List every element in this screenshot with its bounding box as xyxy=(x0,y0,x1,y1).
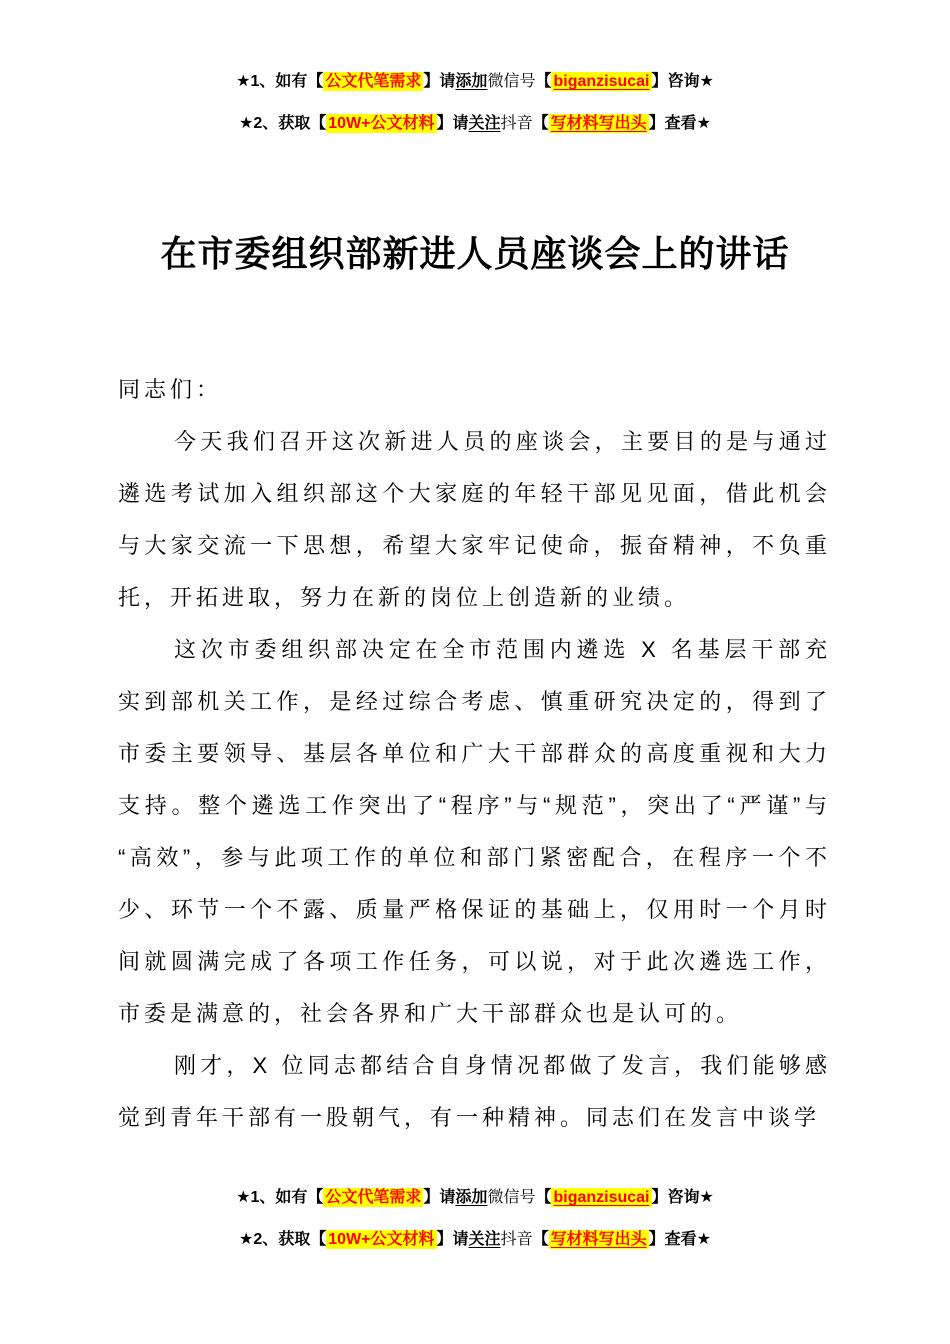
banner-action-text: 关注 xyxy=(468,115,501,132)
banner-bracket-text: 】请 xyxy=(436,1231,469,1248)
banner-bracket-text: 】请 xyxy=(423,73,456,90)
banner-bracket-text: 】请 xyxy=(423,1189,456,1206)
document-body xyxy=(118,364,831,1177)
banner-open-bracket: 【 xyxy=(535,73,552,90)
banner-suffix: 】查看★ xyxy=(648,115,711,132)
banner-suffix: 】查看★ xyxy=(648,1231,711,1248)
banner-suffix: 】咨询★ xyxy=(651,73,714,90)
page-title: 在市委组织部新进人员座谈会上的讲话 xyxy=(160,233,790,275)
banner-highlight-account: 写材料写出头 xyxy=(550,1231,647,1248)
banner-highlight-service: 10W+公文材料 xyxy=(328,1231,435,1248)
banner-open-bracket: 【 xyxy=(532,115,549,132)
promo-line-1 xyxy=(0,61,950,103)
banner-highlight-service: 公文代笔需求 xyxy=(325,73,422,90)
banner-prefix: ★2、获取【 xyxy=(239,115,327,132)
promo-banner-bottom xyxy=(0,1177,950,1261)
banner-highlight-account: biganzisucai xyxy=(553,73,650,90)
banner-highlight-service: 10W+公文材料 xyxy=(328,115,435,132)
body-paragraph: 刚才，X 位同志都结合自身情况都做了发言，我们能够感觉到青年干部有一股朝气，有一种精神。同志们在发言中谈学 xyxy=(118,1053,831,1130)
banner-action-text: 添加 xyxy=(455,73,488,90)
banner-highlight-account: 写材料写出头 xyxy=(550,115,647,132)
salutation: 同志们： xyxy=(118,377,223,402)
banner-bracket-text: 】请 xyxy=(436,115,469,132)
banner-open-bracket: 【 xyxy=(532,1231,549,1248)
banner-action-text: 添加 xyxy=(455,1189,488,1206)
banner-suffix: 】咨询★ xyxy=(651,1189,714,1206)
banner-prefix: ★1、如有【 xyxy=(236,73,324,90)
banner-action-text: 关注 xyxy=(468,1231,501,1248)
body-paragraph: 今天我们召开这次新进人员的座谈会，主要目的是与通过遴选考试加入组织部这个大家庭的年轻干部见见面，借此机会与大家交流一下思想，希望大家牢记使命，振奋精神，不负重托，开拓进取，努力在新的岗位上创造新的业绩。 xyxy=(118,429,831,610)
banner-prefix: ★2、获取【 xyxy=(239,1231,327,1248)
banner-channel-text: 微信号 xyxy=(487,1189,536,1206)
banner-highlight-service: 公文代笔需求 xyxy=(325,1189,422,1206)
banner-channel-text: 抖音 xyxy=(500,115,533,132)
promo-line-2 xyxy=(0,1219,950,1261)
promo-banner-top xyxy=(0,61,950,145)
banner-highlight-account: biganzisucai xyxy=(553,1189,650,1206)
promo-line-1 xyxy=(0,1177,950,1219)
banner-prefix: ★1、如有【 xyxy=(236,1189,324,1206)
banner-open-bracket: 【 xyxy=(535,1189,552,1206)
banner-channel-text: 抖音 xyxy=(500,1231,533,1248)
body-paragraph: 这次市委组织部决定在全市范围内遴选 X 名基层干部充实到部机关工作，是经过综合考虑、慎重研究决定的，得到了市委主要领导、基层各单位和广大干部群众的高度重视和大力支持。整个遴选工作突出了“程序”与“规范”，突出了“严谨”与“高效”，参与此项工作的单位和部门紧密配合，在程序一个不少、环节一个不露、质量严格保证的基础上，仅用时一个月时间就圆满完成了各项工作任务，可以说，对于此次遴选工作，市委是满意的，社会各界和广大干部群众也是认可的。 xyxy=(118,637,831,1026)
banner-channel-text: 微信号 xyxy=(487,73,536,90)
promo-line-2 xyxy=(0,103,950,145)
